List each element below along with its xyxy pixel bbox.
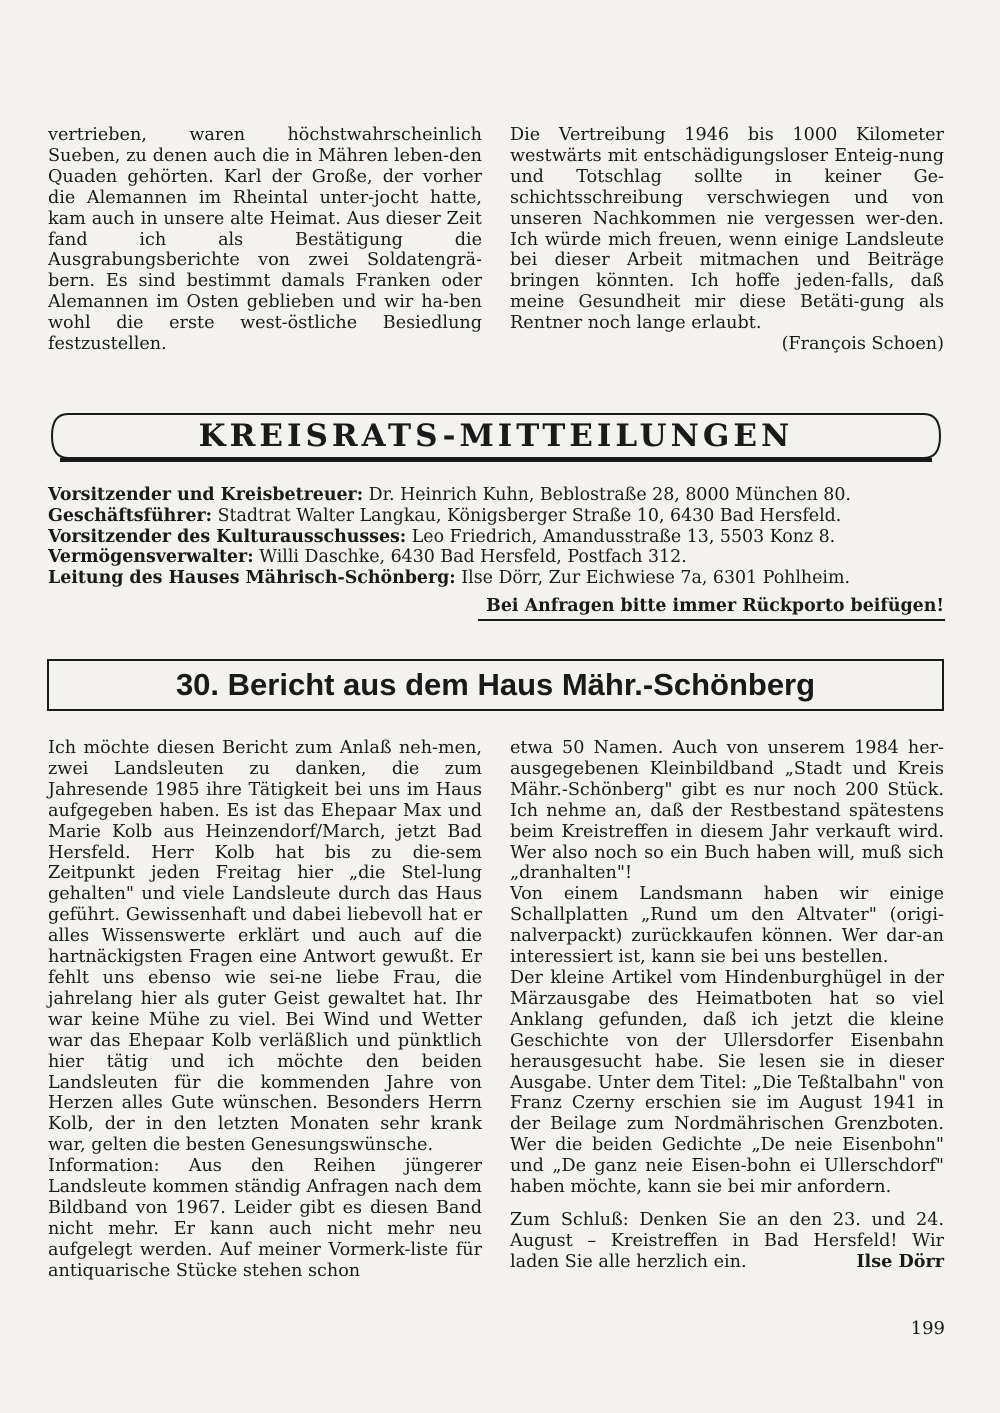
report-paragraph: Information: Aus den Reihen jüngerer Landsleute kommen ständig Anfragen nach dem Bildband von 1967. Leider gibt es diesen Band nicht mehr. Er kann auch nicht mehr neu aufgelegt werden. Auf meiner Vormerk-liste für antiquarische Stücke stehen schon (48, 1156, 482, 1281)
kreisrats-title: KREISRATS-MITTEILUNGEN (198, 418, 794, 454)
top-right-paragraph: Die Vertreibung 1946 bis 1000 Kilometer westwärts mit entschädigungsloser Enteig-nung und Totschlag sollte in keiner Ge-schichtsschreibung verschwiegen und von unseren Nachkommen nie vergessen wer-den. Ich würde mich freuen, wenn einige Landsleute bei dieser Arbeit mitmachen und Beiträge bringen könnten. Ich hoffe jeden-falls, daß meine Gesundheit mir diese Betäti-gung als Rentner noch lange erlaubt. (510, 125, 944, 334)
report-left-column (48, 738, 482, 1282)
top-left-column (48, 125, 482, 355)
officer-value: Dr. Heinrich Kuhn, Beblostraße 28, 8000 München 80. (363, 485, 851, 505)
return-postage-note: Bei Anfragen bitte immer Rückporto beifügen! (486, 596, 944, 616)
page-number: 199 (910, 1318, 945, 1339)
officer-row (48, 568, 948, 589)
officer-row (48, 485, 948, 506)
officer-label: Vorsitzender und Kreisbetreuer: (48, 485, 364, 505)
officer-value: Stadtrat Walter Langkau, Königsberger Straße 10, 6430 Bad Hersfeld. (212, 505, 842, 526)
officer-row (48, 506, 948, 527)
author-signature: Ilse Dörr (856, 1250, 944, 1272)
top-right-signature: (François Schoen) (781, 334, 944, 355)
officer-label: Geschäftsführer: (48, 505, 213, 526)
officer-value: Willi Daschke, 6430 Bad Hersfeld, Postfach 312. (253, 547, 687, 568)
top-left-paragraph: vertrieben, waren höchstwahrscheinlich Sueben, zu denen auch die in Mähren leben-den Quaden gehörten. Karl der Große, der vorher die Alemannen im Rheintal unter-jocht hatte, kam auch in unsere alte Heimat. Aus dieser Zeit fand ich als Bestätigung die Ausgrabungsberichte von zwei Soldatengrä-bern. Es sind bestimmt damals Franken oder Alemannen im Osten geblieben und wir ha-ben wohl die erste west-östliche Besiedlung festzustellen. (48, 125, 482, 355)
report-paragraph: etwa 50 Namen. Auch von unserem 1984 her-ausgegebenen Kleinbildband „Stadt und Kreis Mähr.-Schönberg" gibt es nur noch 200 Stück. Ich nehme an, daß der Restbestand spätestens beim Kreistreffen in diesem Jahr verkauft wird. Wer also noch so ein Buch haben will, muß sich „dranhalten"! (510, 738, 944, 884)
closing-paragraph (510, 1210, 944, 1273)
officer-value: Leo Friedrich, Amandusstraße 13, 5503 Konz 8. (406, 526, 836, 547)
report-paragraph: Von einem Landsmann haben wir einige Schallplatten „Rund um den Altvater" (origi-nalverpackt) zurückkaufen können. Wer dar-an interessiert ist, kann sie bei uns bestellen. (510, 884, 944, 968)
report-title: 30. Bericht aus dem Haus Mähr.-Schönberg (175, 667, 816, 702)
officer-row (48, 527, 948, 548)
officer-label: Vorsitzender des Kulturausschusses: (48, 526, 407, 547)
report-paragraph: Ich möchte diesen Bericht zum Anlaß neh-men, zwei Landsleuten zu danken, die zum Jahresende 1985 ihre Tätigkeit bei uns im Haus aufgegeben haben. Es ist das Ehepaar Max und Marie Kolb aus Heinzendorf/March, jetzt Bad Hersfeld. Herr Kolb hat bis zu die-sem Zeitpunkt jeden Freitag hier „die Stel-lung gehalten" und viele Landsleute durch das Haus geführt. Gewissenhaft und dabei liebevoll hat er alles Wissenswerte erklärt und auch auf die hartnäckigsten Fragen eine Antwort gewußt. Er fehlt uns ebenso wie sei-ne liebe Frau, die jahrelang hier als guter Geist gewaltet hat. Ihr war keine Mühe zu viel. Bei Wind und Wetter war das Ehepaar Kolb verläßlich und pünktlich hier tätig und ich möchte den beiden Landsleuten für die kommenden Jahre von Herzen alles Gute wünschen. Besonders Herrn Kolb, der in den letzten Monaten sehr krank war, gelten die besten Genesungswünsche. (48, 738, 482, 1156)
kreisrats-banner (48, 410, 944, 462)
officer-value: Ilse Dörr, Zur Eichwiese 7a, 6301 Pohlheim. (455, 568, 851, 589)
report-title-box (47, 659, 944, 711)
top-right-column (510, 125, 944, 355)
paragraph-gap (510, 1198, 944, 1210)
officer-label: Leitung des Hauses Mährisch-Schönberg: (48, 568, 456, 589)
closing-text: Zum Schluß: Denken Sie an den 23. und 24. August – Kreistreffen in Bad Hersfeld! Wir laden Sie alle herzlich ein. (510, 1209, 944, 1272)
officer-row (48, 547, 948, 568)
officer-label: Vermögensverwalter: (48, 547, 254, 568)
report-right-column (510, 738, 944, 1273)
porto-underline (478, 619, 945, 621)
officers-list (48, 485, 948, 589)
report-paragraph: Der kleine Artikel vom Hindenburghügel in der Märzausgabe des Heimatboten hat so viel Anklang gefunden, daß ich jetzt die kleine Geschichte von der Ullersdorfer Eisenbahn herausgesucht habe. Sie lesen sie in dieser Ausgabe. Unter dem Titel: „Die Teßtalbahn" von Franz Czerny erschien sie im August 1941 in der Beilage zum Nordmährischen Grenzboten. Wer die beiden Gedichte „De neie Eisenbohn" und „De ganz neie Eisen-bohn ei Ullerschdorf" haben möchte, kann sie bei mir anfordern. (510, 967, 944, 1198)
